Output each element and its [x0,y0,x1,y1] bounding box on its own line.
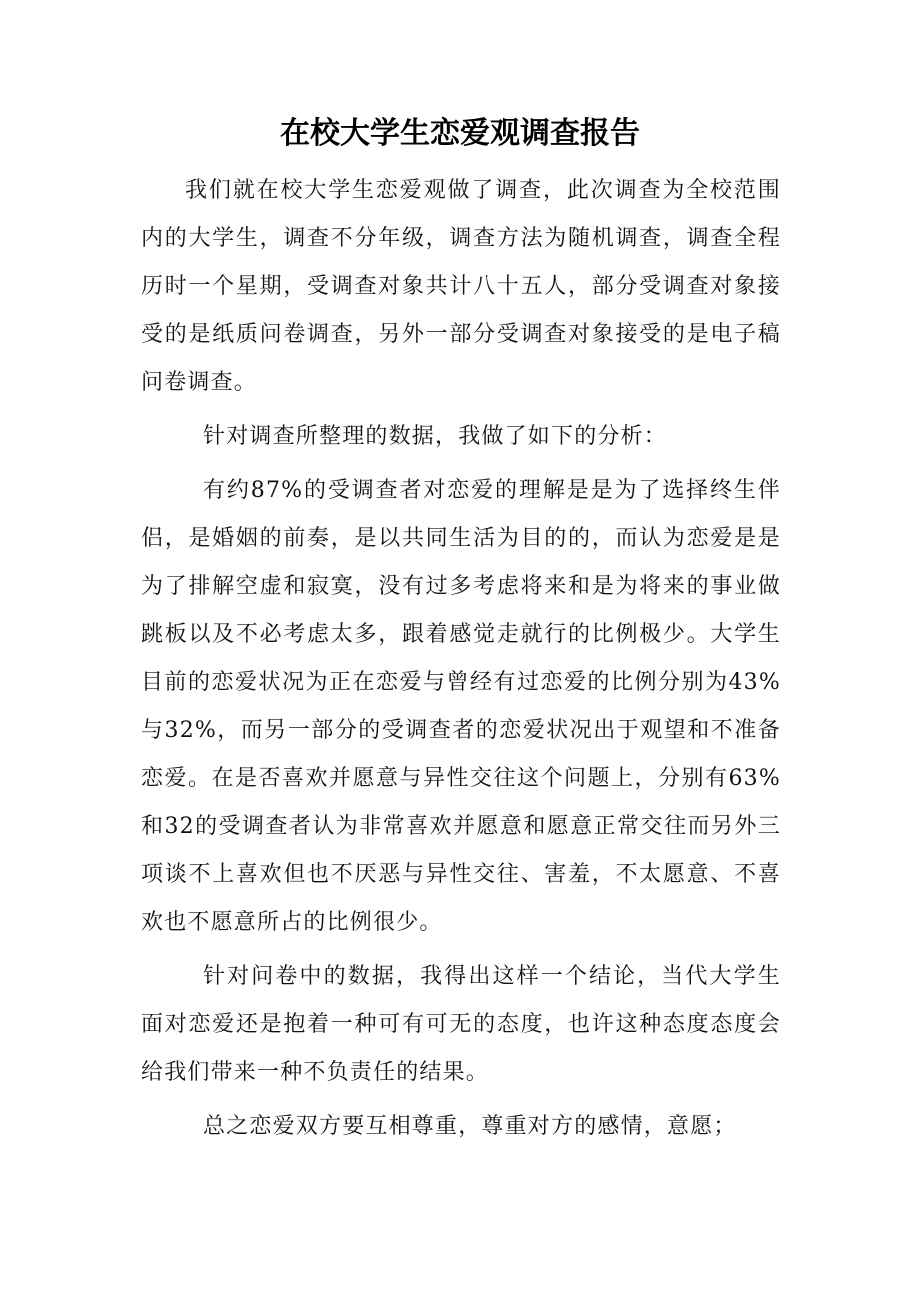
document-body [141,167,781,1157]
paragraph-summary: 总之恋爱双方要互相尊重，尊重对方的感情，意愿； [203,1114,737,1139]
document-title: 在校大学生恋爱观调查报告 [280,116,640,151]
paragraph-findings: 有约87%的受调查者对恋爱的理解是是为了选择终生伴侣，是婚姻的前奏，是以共同生活为目的的，而认为恋爱是是为了排解空虚和寂寞，没有过多考虑将来和是为将来的事业做跳板以及不必考虑太多，跟着感觉走就行的比例极少。大学生目前的恋爱状况为正在恋爱与曾经有过恋爱的比例分别为43%与32%，而另一部分的受调查者的恋爱状况出于观望和不准备恋爱。在是否喜欢并愿意与异性交往这个问题上，分别有63%和32的受调查者认为非常喜欢并愿意和愿意正常交往而另外三项谈不上喜欢但也不厌恶与异性交往、害羞，不太愿意、不喜欢也不愿意所占的比例很少。 [141,478,781,935]
paragraph-intro: 我们就在校大学生恋爱观做了调查，此次调查为全校范围内的大学生，调查不分年级，调查方法为随机调查，调查全程历时一个星期，受调查对象共计八十五人，部分受调查对象接受的是纸质问卷调查，另外一部分受调查对象接受的是电子稿问卷调查。 [141,178,781,395]
paragraph-analysis-lead: 针对调查所整理的数据，我做了如下的分析： [203,424,668,449]
paragraph-conclusion: 针对问卷中的数据，我得出这样一个结论，当代大学生面对恋爱还是抱着一种可有可无的态度，也许这种态度态度会给我们带来一种不负责任的结果。 [141,964,781,1085]
